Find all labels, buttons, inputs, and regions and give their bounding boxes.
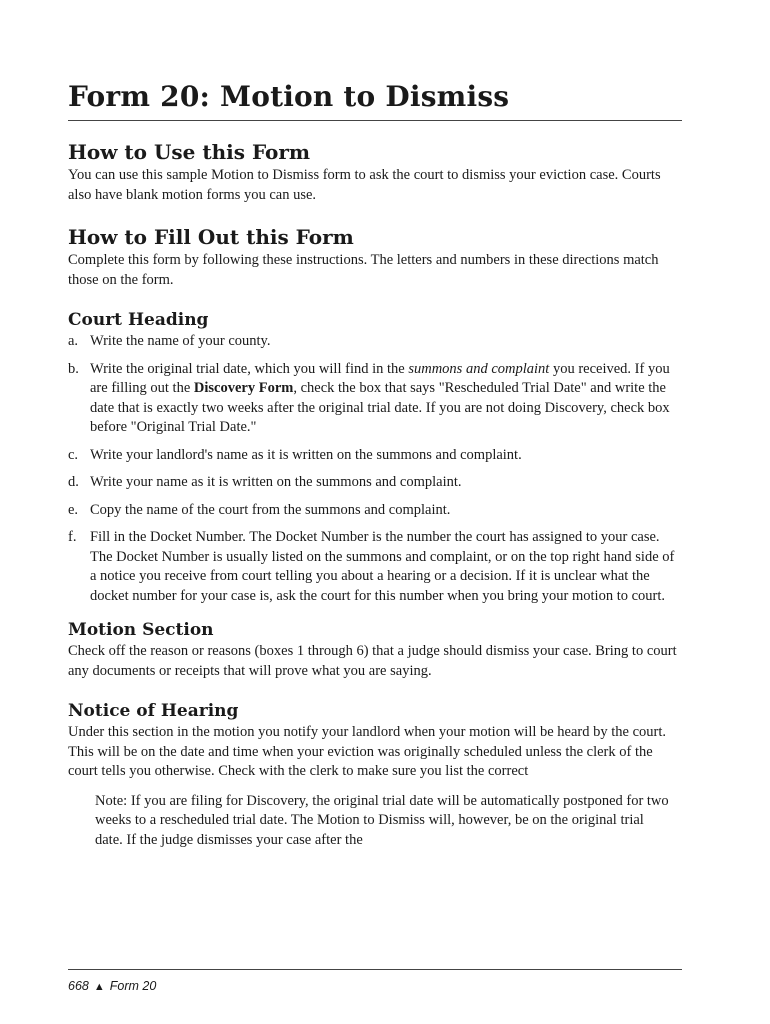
section-paragraph: Check off the reason or reasons (boxes 1 through 6) that a judge should dismiss your case. Bring to court any documents or receipts that will prove what you are saying. <box>68 643 677 679</box>
bold-term: Discovery Form <box>193 380 294 396</box>
section-paragraph: Under this section in the motion you notify your landlord when your motion will be heard by the court. This will be on the date and time when your eviction was originally scheduled unless the clerk of the court tells you otherwise. Check with the clerk to make sure you list the correct <box>68 724 667 779</box>
page-footer <box>68 978 156 995</box>
section-how-to-fill <box>68 223 682 290</box>
section-paragraph: You can use this sample Motion to Dismiss form to ask the court to dismiss your eviction case. Courts also have blank motion forms you can use. <box>68 167 661 203</box>
list-item <box>68 332 682 352</box>
title-divider <box>68 120 682 121</box>
footer-label: Form 20 <box>109 979 157 993</box>
subsection-heading: Notice of Hearing <box>68 701 239 721</box>
section-heading: How to Fill Out this Form <box>68 225 354 249</box>
list-item-text: Write your name as it is written on the summons and complaint. <box>90 474 462 490</box>
section-motion <box>68 618 682 681</box>
list-marker: d. <box>68 474 79 490</box>
note-paragraph: Note: If you are filing for Discovery, the original trial date will be automatically postponed for two weeks to a rescheduled trial date. The Motion to Dismiss will, however, be on the original trial date. If the judge dismisses your case after the <box>95 792 669 848</box>
section-notice-of-hearing <box>68 699 682 850</box>
subsection-heading: Court Heading <box>68 310 209 330</box>
list-item-text: Fill in the Docket Number. The Docket Number is the number the court has assigned to your case. The Docket Number is usually listed on the summons and complaint, or on the top right hand side of a notice you receive from court telling you about a hearing or a decision. If it is unclear what the docket number for your case is, ask the court for this number when you bring your motion to court. <box>90 529 675 604</box>
section-court-heading <box>68 308 682 606</box>
instruction-list <box>68 332 682 606</box>
list-marker: a. <box>68 333 79 349</box>
list-marker: e. <box>68 501 79 518</box>
italic-term: summons and complaint <box>408 360 550 377</box>
list-item-text: you received. If you are filling out the <box>90 360 670 396</box>
section-heading: How to Use this Form <box>68 140 311 164</box>
list-item-text: Write the original trial date, which you will find in the <box>90 360 409 377</box>
page-number: 668 <box>68 979 89 993</box>
document-body <box>68 138 682 850</box>
list-item <box>68 473 682 493</box>
list-item <box>68 360 682 438</box>
list-item <box>68 501 682 521</box>
list-marker: b. <box>68 360 79 377</box>
list-item-text: Write your landlord's name as it is written on the summons and complaint. <box>90 446 522 463</box>
triangle-up-icon: ▲ <box>93 981 105 993</box>
footer-divider <box>68 969 682 970</box>
section-paragraph: Complete this form by following these instructions. The letters and numbers in these directions match those on the form. <box>68 252 659 288</box>
list-item-text: Copy the name of the court from the summons and complaint. <box>90 501 451 518</box>
section-how-to-use <box>68 138 682 205</box>
list-marker: c. <box>68 446 79 463</box>
subsection-heading: Motion Section <box>68 620 214 640</box>
list-marker: f. <box>68 529 77 545</box>
list-item <box>68 446 682 466</box>
list-item-text: Write the name of your county. <box>90 333 271 349</box>
list-item-text: , check the box that says "Rescheduled Trial Date" and write the date that is exactly two weeks after the original trial date. If you are not doing Discovery, check box before "Original Trial Date." <box>90 380 670 435</box>
page-title: Form 20: Motion to Dismiss <box>68 80 510 113</box>
list-item <box>68 528 682 606</box>
